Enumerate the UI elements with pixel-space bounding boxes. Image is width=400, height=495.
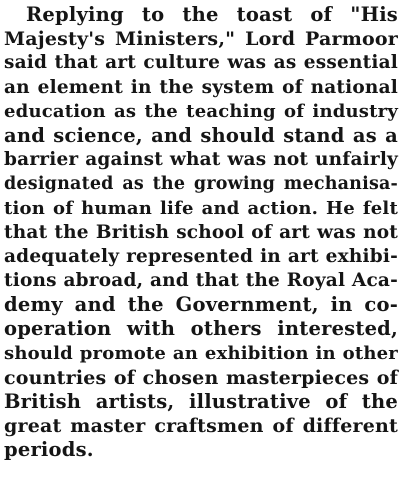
article-line: Replying to the toast of "His [26,3,398,26]
article-line: tion of human life and action. He felt [4,197,398,219]
article-line: barrier against what was not unfairly [4,149,398,171]
article-line: adequately represented in art exhibi- [4,245,398,267]
article-line: tions abroad, and that the Royal Aca- [4,270,398,292]
article-line: that the British school of art was not [4,221,398,243]
article-line: and science, and should stand as a [4,123,398,147]
article-line: education as the teaching of industry [4,100,398,122]
article-line: countries of chosen masterpieces of [4,366,398,389]
article-line: designated as the growing mechanisa- [4,174,398,195]
article-line: an element in the system of national [4,76,398,98]
article-line: periods. [4,438,94,462]
article-line: great master craftsmen of different [4,415,398,438]
article-line: Majesty's Ministers," Lord Parmoor [4,28,398,51]
article-paragraph [4,3,398,463]
article-line: British artists, illustrative of the [4,390,398,413]
article-line: said that art culture was as essential [4,52,398,74]
article-line: should promote an exhibition in other [4,342,398,364]
article-line: operation with others interested, [4,317,398,341]
article-line: demy and the Government, in co- [4,293,398,317]
